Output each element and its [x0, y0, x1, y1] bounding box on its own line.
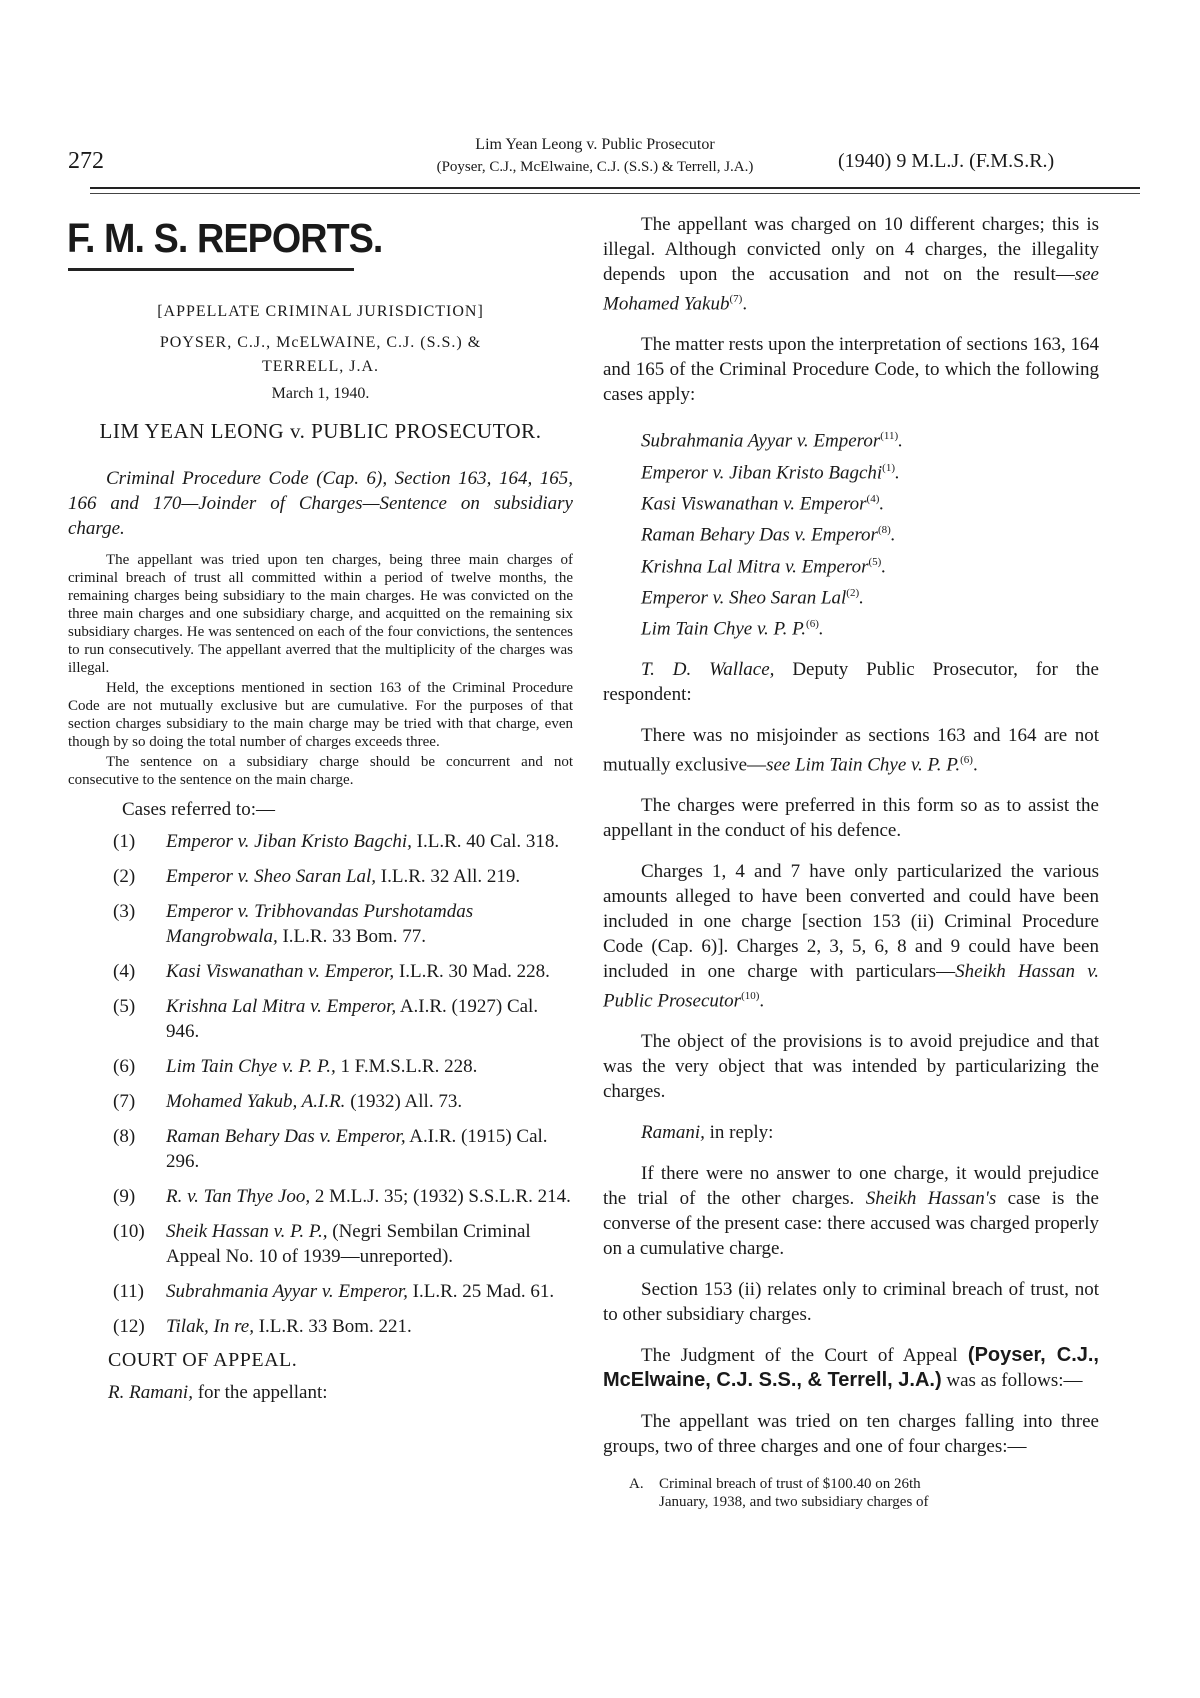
case-name: Tilak, In re,: [166, 1316, 254, 1337]
court-heading: COURT OF APPEAL.: [108, 1349, 298, 1371]
list-item: Kasi Viswanathan v. Emperor$^{(4)}$.: [641, 492, 885, 515]
paragraph-reply: [603, 1161, 1099, 1261]
paragraph-text: If there were no answer to one charge, it would prejudice the trial of the other charges.: [603, 1163, 1099, 1210]
footnote-ref: (10): [741, 989, 760, 1002]
charge-label: A.: [629, 1476, 644, 1493]
header-rule-thin: [90, 193, 1140, 194]
case-cite: I.L.R. 32 All. 219.: [376, 866, 521, 887]
case-name: Emperor v. Jiban Kristo Bagchi,: [166, 831, 412, 852]
case-number: (8): [113, 1126, 136, 1147]
running-title: Lim Yean Leong v. Public Prosecutor: [475, 136, 715, 153]
paragraph-object: The object of the provisions is to avoid prejudice and that was the very object that was intended by particularizing the charges.: [603, 1031, 1099, 1103]
list-item: Raman Behary Das v. Emperor$^{(8)}$.: [641, 524, 896, 546]
appellant-counsel: [108, 1382, 573, 1404]
paragraph-section-153: Section 153 (ii) relates only to criminal breach of trust, not to other subsidiary charges.: [603, 1279, 1099, 1326]
case-name: Subrahmania Ayyar v. Emperor,: [166, 1281, 408, 1302]
running-header: [360, 134, 830, 178]
list-item: Emperor v. Jiban Kristo Bagchi$^{(1)}$.: [641, 461, 900, 483]
counsel-name: R. Ramani,: [108, 1382, 193, 1403]
reply-heading: [603, 1120, 1099, 1145]
footnote-ref: (6): [960, 753, 973, 766]
paragraph-misjoinder: There was no misjoinder as sections 163 and 164 are not mutually exclusive—see Lim Tain Chye v. P. P.$^{(6)}$.: [603, 724, 1099, 775]
paragraph-text: The Judgment of the Court of Appeal: [641, 1345, 968, 1367]
case-reference: Sheikh Hassan's: [865, 1188, 997, 1210]
case-name: Emperor v. Tribhovandas Purshotamdas Mangrobwala,: [166, 901, 474, 947]
case-cite: I.L.R. 25 Mad. 61.: [407, 1281, 555, 1302]
footnote-ref: (7): [729, 293, 743, 305]
decision-date: March 1, 1940.: [271, 385, 370, 402]
case-name: Kasi Viswanathan v. Emperor: [641, 493, 867, 515]
footnote-ref: (5): [868, 555, 882, 568]
footnote-ref: (2): [846, 586, 860, 599]
paragraph-text: case is the converse of the present case: there accused was charged properly on a cumulative charge.: [603, 1188, 1099, 1260]
list-item: Lim Tain Chye v. P. P.$^{(6)}$.: [641, 618, 824, 640]
list-item: [68, 994, 573, 1044]
headnote-facts: The appellant was tried upon ten charges, being three main charges of criminal breach of trust all committed within a period of twelve months, the remaining charges being subsidiary to the main charges. He was convicted on the three main charges and one subsidiary charge, and acquitted on the remaining six subsidiary charges. He was sentenced on each of the four convictions, the sentences to run consecutively. The appellant averred that the multiplicity of the charges was illegal.: [68, 552, 573, 676]
reports-title-rule: [68, 268, 354, 271]
paragraph-argument: The appellant was charged on 10 different charges; this is illegal. Although convicted only on 4 charges, the illegality depends upon the accusation and not on the result—see Mohamed Yakub$^{(7)}$.: [603, 214, 1099, 315]
list-item: [68, 1054, 573, 1079]
counsel-name: T. D. Wallace,: [641, 658, 775, 680]
case-number: (2): [113, 866, 136, 887]
case-cite: A.I.R. (1927) Cal. 946.: [166, 996, 539, 1042]
case-name: Subrahmania Ayyar v. Emperor: [641, 430, 881, 452]
case-name: Krishna Lal Mitra v. Emperor,: [166, 996, 397, 1017]
case-cite: I.L.R. 33 Bom. 77.: [277, 926, 427, 947]
respondent-counsel: [603, 657, 1099, 707]
case-name: Lim Tain Chye v. P. P.,: [166, 1056, 336, 1077]
case-cite: A.I.R. (1915) Cal. 296.: [166, 1126, 548, 1172]
case-cite: (1932) All. 73.: [345, 1091, 463, 1112]
case-name: Lim Tain Chye v. P. P.: [641, 618, 807, 640]
case-number: (1): [113, 831, 136, 852]
footnote-ref: (1): [882, 461, 895, 474]
paragraph-interpretation: The matter rests upon the interpretation of sections 163, 164 and 165 of the Criminal Procedure Code, to which the following cases apply:: [603, 334, 1099, 406]
charge-text-2: January, 1938, and two subsidiary charges of: [659, 1494, 929, 1511]
counsel-role: in reply:: [704, 1122, 774, 1144]
judges-line-2: TERRELL, J.A.: [262, 358, 379, 375]
headnote-sentence: The sentence on a subsidiary charge should be concurrent and not consecutive to the sentence on the main charge.: [68, 754, 573, 788]
counsel-role: for the appellant:: [192, 1382, 328, 1403]
case-cite: I.L.R. 33 Bom. 221.: [253, 1316, 412, 1337]
case-cite: I.L.R. 30 Mad. 228.: [394, 961, 550, 982]
reports-title: F. M. S. REPORTS.: [67, 215, 383, 261]
list-item: [68, 1279, 573, 1304]
case-cite: (Negri Sembilan Criminal Appeal No. 10 of 1939—unreported).: [166, 1221, 531, 1267]
case-cite: 1 F.M.S.L.R. 228.: [335, 1056, 478, 1077]
list-item: [68, 1314, 573, 1339]
paragraph-text: was as follows:—: [941, 1370, 1083, 1392]
judges-bold: (Poyser, C.J., McElwaine, C.J. S.S., & Terrell, J.A.): [603, 1344, 1099, 1392]
case-number: (12): [113, 1316, 145, 1337]
case-number: (7): [113, 1091, 136, 1112]
headnote-held: Held, the exceptions mentioned in section 163 of the Criminal Procedure Code are not mutually exclusive but are cumulative. For the purposes of that section charges subsidiary to the main charge may be tried with that charge, even though by so doing the total number of charges exceeds three.: [68, 680, 573, 750]
charge-text-1: Criminal breach of trust of $100.40 on 26th: [659, 1476, 921, 1493]
cases-list: [68, 829, 573, 1339]
list-item: [68, 829, 573, 854]
header-rule: [90, 187, 1140, 189]
cases-referred-heading: Cases referred to:—: [122, 799, 275, 820]
list-item: Krishna Lal Mitra v. Emperor$^{(5)}$.: [641, 555, 887, 577]
paragraph-text: Charges 1, 4 and 7 have only particularized the various amounts alleged to have been converted and could have been included in one charge [section 153 (ii) Criminal Procedure Code (Cap. 6)]. Charges 2, 3, 5, 6, 8 and 9 could have been included in one charge with particulars—: [603, 860, 1099, 982]
list-item: [68, 959, 573, 984]
catchwords: Criminal Procedure Code (Cap. 6), Section 163, 164, 165, 166 and 170—Joinder of Charges—Sentence on subsidiary charge.: [68, 468, 573, 539]
left-column: [68, 212, 573, 1404]
footnote-ref: (11): [880, 430, 899, 443]
case-number: (11): [113, 1281, 144, 1302]
list-item: [68, 1089, 573, 1114]
see-reference: see Lim Tain Chye v. P. P.: [766, 753, 961, 775]
see-reference: Sheikh Hassan v. Public Prosecutor: [603, 960, 1099, 1012]
case-name: Raman Behary Das v. Emperor: [641, 524, 878, 546]
paragraph-charges: Charges 1, 4 and 7 have only particularized the various amounts alleged to have been converted and could have been included in one charge [section 153 (ii) Criminal Procedure Code (Cap. 6)]. Charges 2, 3, 5, 6, 8 and 9 could have been included in one charge with particulars—Sheikh Hassan v. Public Prosecutor$^{(10)}$.: [603, 860, 1099, 1012]
applied-cases: [603, 423, 1099, 642]
case-name: Krishna Lal Mitra v. Emperor: [641, 555, 869, 577]
list-item: Subrahmania Ayyar v. Emperor$^{(11)}$.: [641, 430, 903, 452]
case-name: Emperor v. Sheo Saran Lal,: [166, 866, 377, 887]
charge-a: [603, 1475, 1099, 1511]
running-judges: (Poyser, C.J., McElwaine, C.J. (S.S.) & Terrell, J.A.): [436, 159, 754, 175]
citation: (1940) 9 M.L.J. (F.M.S.R.): [838, 150, 1055, 172]
paragraph-judgment: The appellant was tried on ten charges falling into three groups, two of three charges and one of four charges:—: [603, 1411, 1099, 1458]
judges: [68, 331, 573, 379]
list-item: [68, 1219, 573, 1269]
paragraph-text: There was no misjoinder as sections 163 and 164 are not mutually exclusive—: [603, 724, 1099, 775]
case-number: (4): [113, 961, 136, 982]
jurisdiction: [APPELLATE CRIMINAL JURISDICTION]: [157, 303, 484, 320]
footnote-ref: (8): [877, 524, 891, 537]
case-name: Emperor v. Jiban Kristo Bagchi: [641, 461, 883, 483]
list-item: [68, 899, 573, 949]
see-reference: see Mohamed Yakub: [603, 264, 1099, 315]
right-column: [603, 212, 1099, 1511]
case-name: Sheik Hassan v. P. P.,: [166, 1221, 328, 1242]
counsel-role: Deputy Public Prosecutor, for the respondent:: [603, 658, 1099, 705]
case-number: (6): [113, 1056, 136, 1077]
case-name: R. v. Tan Thye Joo,: [166, 1186, 311, 1207]
case-name: Emperor v. Sheo Saran Lal: [641, 587, 847, 609]
case-name: Mohamed Yakub, A.I.R.: [166, 1091, 346, 1112]
case-cite: 2 M.L.J. 35; (1932) S.S.L.R. 214.: [310, 1186, 571, 1207]
case-title: LIM YEAN LEONG v. PUBLIC PROSECUTOR.: [99, 419, 542, 443]
case-number: (3): [113, 901, 136, 922]
paragraph-judgment-intro: [603, 1343, 1099, 1393]
counsel-name: Ramani,: [641, 1122, 705, 1144]
list-item: Emperor v. Sheo Saran Lal$^{(2)}$.: [641, 586, 864, 609]
case-cite: I.L.R. 40 Cal. 318.: [411, 831, 560, 852]
page-number: 272: [68, 148, 104, 174]
case-name: Kasi Viswanathan v. Emperor,: [166, 961, 395, 982]
list-item: [68, 1184, 573, 1209]
case-number: (5): [113, 996, 136, 1017]
paragraph-defence: The charges were preferred in this form so as to assist the appellant in the conduct of his defence.: [603, 794, 1099, 841]
footnote-ref: (4): [866, 492, 880, 505]
case-number: (10): [113, 1221, 145, 1242]
list-item: [68, 1124, 573, 1174]
footnote-ref: (6): [806, 618, 819, 631]
paragraph-text: The appellant was charged on 10 different charges; this is illegal. Although convicted only on 4 charges, the illegality depends upon the accusation and not on the result—: [603, 214, 1099, 285]
judges-line-1: POYSER, C.J., McELWAINE, C.J. (S.S.) &: [159, 334, 482, 351]
case-name: Raman Behary Das v. Emperor,: [166, 1126, 406, 1147]
list-item: [68, 864, 573, 889]
case-number: (9): [113, 1186, 136, 1207]
